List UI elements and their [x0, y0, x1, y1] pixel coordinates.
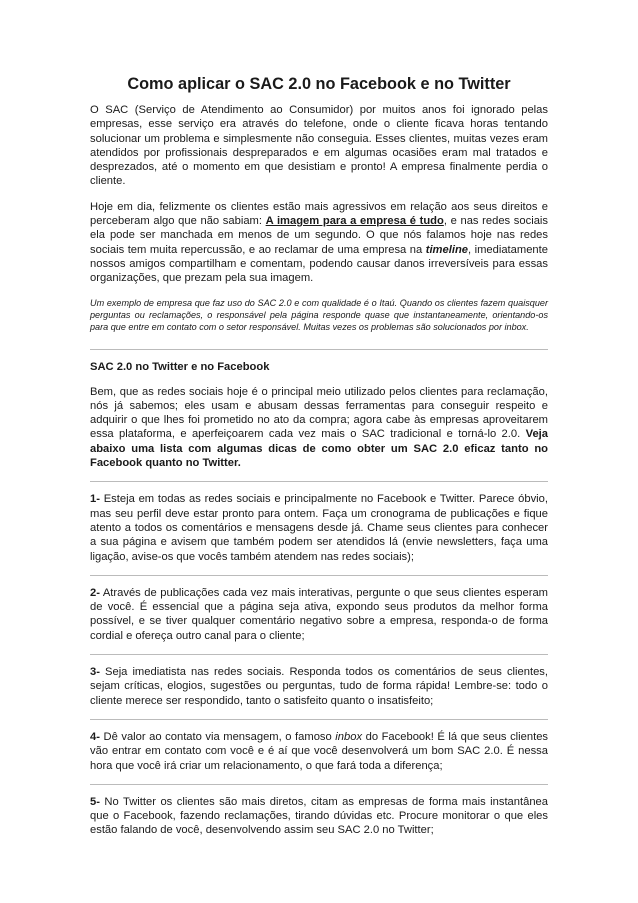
tip-2: [90, 586, 548, 643]
paragraph-2: [90, 200, 548, 286]
tip-number: 1-: [90, 493, 100, 506]
paragraph-2-part-a: Hoje em dia, felizmente os clientes estão mais agressivos em relação aos seus direitos e perceberam algo que não sabiam:: [90, 200, 548, 228]
section-divider: [90, 349, 548, 350]
tip-number: 3-: [90, 666, 100, 679]
tip-text: No Twitter os clientes são mais diretos, citam as empresas de forma mais instantânea que o Facebook, fazendo reclamações, tirando dúvidas etc. Procure monitorar o que eles estão falando de você, desenvolvendo assim seu SAC 2.0 no Twitter;: [90, 795, 548, 837]
tip-text: Seja imediatista nas redes sociais. Responda todos os comentários de seus clientes, sejam críticas, elogios, sugestões ou perguntas, tudo de forma rápida! Lembre-se: todo o cliente merece ser respondido, tanto o satisfeito quanto o insatisfeito;: [90, 666, 548, 707]
tip-1: [90, 492, 548, 563]
tip-text: Dê valor ao contato via mensagem, o famoso: [99, 730, 336, 743]
highlight-text: A imagem para a empresa é tudo: [265, 215, 444, 228]
tip-5: [90, 795, 548, 838]
tip-text: do Facebook! É lá que seus clientes vão entrar em contato com você e é aí que você desenvolverá um bom SAC 2.0. É nessa hora que você irá criar um relacionamento, o que fará toda a diferença;: [90, 730, 549, 772]
tip-text: Através de publicações cada vez mais interativas, pergunte o que seus clientes esperam de você. É essencial que a página seja ativa, expondo seus produtos da melhor forma possível, e se tiver qualquer comentário negativo sobre a empresa, responda-o de forma cordial e ofereça outro canal para o cliente;: [90, 586, 548, 642]
paragraph-2-part-b: , e nas redes sociais ela pode ser manchada em menos de um segundo. O que nós falamos hoje nas redes sociais tem muita repercussão, e ao reclamar de uma empresa na: [90, 215, 548, 256]
tip-divider: [90, 784, 548, 785]
paragraph-3-part-a: Bem, que as redes sociais hoje é o principal meio utilizado pelos clientes para reclamação, nós já sabemos; eles usam e abusam dessas ferramentas para conseguir respeito e adquirir o que lhes foi prometido no ato da compra; agora cabe às empresas aproveitarem essa plataforma, e aperfeiçoarem cada vez mais o SAC tradicional e torná-lo 2.0.: [90, 385, 548, 441]
tip-text: Esteja em todas as redes sociais e principalmente no Facebook e Twitter. Parece óbvio, mas seu perfil deve estar pronto para ontem. Faça um cronograma de publicações e fique atento a todos os comentários e mensagens desde já. Chame seus clientes para conhecer a sua página e avisem que também podem ser atendidos lá (envie newsletters, faça uma ligação, avise-os que vocês também atendem nas redes sociais);: [90, 493, 548, 563]
tip-number: 2-: [90, 586, 100, 599]
paragraph-2-part-c: , imediatamente nossos amigos compartilham e comentam, podendo causar danos irreversíveis para essas organizações, que prezam pela sua imagem.: [90, 243, 548, 285]
paragraph-3-bold: Veja abaixo uma lista com algumas dicas de como obter um SAC 2.0 eficaz tanto no Facebook quanto no Twitter.: [90, 428, 548, 470]
timeline-term: timeline: [425, 243, 468, 256]
tip-divider: [90, 575, 548, 576]
intro-paragraph: O SAC (Serviço de Atendimento ao Consumidor) por muitos anos foi ignorado pelas empresas, esse serviço era através do telefone, onde o cliente ficava horas tentando solucionar um problema e simplesmente não conseguia. Esses clientes, muitas vezes eram atendidos por profissionais despreparados e em algumas ocasiões eram mal tratados e desprezados, até o momento em que desistiam e pronto! A empresa finalmente perdia o cliente.: [90, 104, 548, 188]
example-note: Um exemplo de empresa que faz uso do SAC 2.0 e com qualidade é o Itaú. Quando os clientes fazem quaisquer perguntas ou reclamações, o responsável pela página responde quase que instantaneamente, orientando-os para que entre em contato com o setor responsável. Muitas vezes os problemas são solucionados por inbox.: [90, 297, 548, 332]
inbox-term: inbox: [335, 730, 363, 743]
tip-number: 4-: [90, 730, 100, 743]
tip-3: [90, 665, 548, 708]
tip-number: 5-: [90, 795, 100, 808]
tip-4: [90, 730, 548, 773]
document-title: Como aplicar o SAC 2.0 no Facebook e no Twitter: [127, 75, 511, 93]
paragraph-3: [90, 385, 548, 471]
tip-divider: [90, 654, 548, 655]
document-page: [90, 74, 548, 849]
tip-divider: [90, 719, 548, 720]
tip-divider: [90, 481, 548, 482]
section-title: SAC 2.0 no Twitter e no Facebook: [90, 360, 270, 373]
